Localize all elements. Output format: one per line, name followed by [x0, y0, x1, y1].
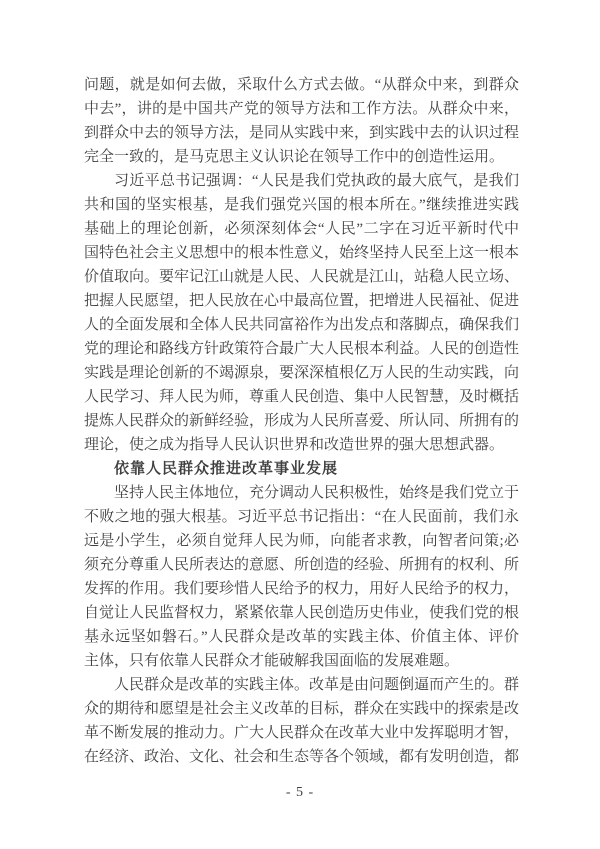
paragraph-people-foundation	[84, 169, 519, 457]
text-line: 中去”，讲的是中国共产党的领导方法和工作方法。从群众中来，	[84, 101, 519, 117]
text-line: 基础上的理论创新，必须深刻体会“人民”二字在习近平新时代中	[84, 221, 519, 237]
text-line: 在经济、政治、文化、社会和生态等各个领域，都有发明创造，都	[84, 749, 520, 765]
text-line: 革不断发展的推动力。广大人民群众在改革大业中发挥聪明才智，	[84, 725, 520, 741]
page-number: - 5 -	[285, 785, 315, 800]
text-line: 坚持人民主体地位，充分调动人民积极性，始终是我们党立于	[114, 485, 520, 501]
paragraph-people-subject	[84, 481, 519, 673]
section-heading	[84, 457, 519, 481]
paragraph-reform-practice	[84, 673, 519, 769]
text-line: 实践是理论创新的不竭源泉，要深深植根亿万人民的生动实践，向	[84, 365, 520, 381]
text-line: 提炼人民群众的新鲜经验，形成为人民所喜爱、所认同、所拥有的	[84, 413, 520, 429]
text-line: 众的期待和愿望是社会主义改革的目标，群众在实践中的探索是改	[84, 701, 520, 717]
text-line: 发挥的作用。我们要珍惜人民给予的权力，用好人民给予的权力，	[84, 581, 520, 597]
text-line: 主体，只有依靠人民群众才能破解我国面临的发展难题。	[84, 653, 460, 669]
paragraph-continuation	[84, 73, 519, 169]
text-line: 不败之地的强大根基。习近平总书记指出：“在人民面前，我们永	[84, 509, 519, 525]
text-line: 依靠人民群众推进改革事业发展	[114, 461, 339, 477]
text-line: 基永远坚如磐石。”人民群众是改革的实践主体、价值主体、评价	[84, 629, 519, 645]
text-line: 到群众中去的领导方法，是同从实践中来，到实践中去的认识过程	[84, 125, 520, 141]
text-line: 远是小学生，必须自觉拜人民为师，向能者求教，向智者问策;必	[84, 533, 519, 549]
text-line: 把握人民愿望，把人民放在心中最高位置，把增进人民福祉、促进	[84, 293, 520, 309]
text-line: 党的理论和路线方针政策符合最广大人民根本利益。人民的创造性	[84, 341, 520, 357]
text-line: 完全一致的，是马克思主义认识论在领导工作中的创造性运用。	[84, 149, 505, 165]
text-line: 理论，使之成为指导人民认识世界和改造世界的强大思想武器。	[84, 437, 505, 453]
text-line: 共和国的坚实根基，是我们强党兴国的根本所在。”继续推进实践	[84, 197, 519, 213]
text-line: 人民群众是改革的实践主体。改革是由问题倒逼而产生的。群	[114, 677, 520, 693]
text-line: 人的全面发展和全体人民共同富裕作为出发点和落脚点，确保我们	[84, 317, 520, 333]
text-line: 习近平总书记强调：“人民是我们党执政的最大底气，是我们	[114, 173, 519, 189]
text-line: 问题，就是如何去做，采取什么方式去做。“从群众中来，到群众	[84, 77, 519, 93]
text-line: 须充分尊重人民所表达的意愿、所创造的经验、所拥有的权利、所	[84, 557, 520, 573]
text-line: 人民学习、拜人民为师，尊重人民创造、集中人民智慧，及时概括	[84, 389, 520, 405]
text-line: 自觉让人民监督权力，紧紧依靠人民创造历史伟业，使我们党的根	[84, 605, 520, 621]
text-line: 价值取向。要牢记江山就是人民、人民就是江山，站稳人民立场、	[84, 269, 520, 285]
text-line: 国特色社会主义思想中的根本性意义，始终坚持人民至上这一根本	[84, 245, 520, 261]
text-block	[84, 73, 519, 769]
